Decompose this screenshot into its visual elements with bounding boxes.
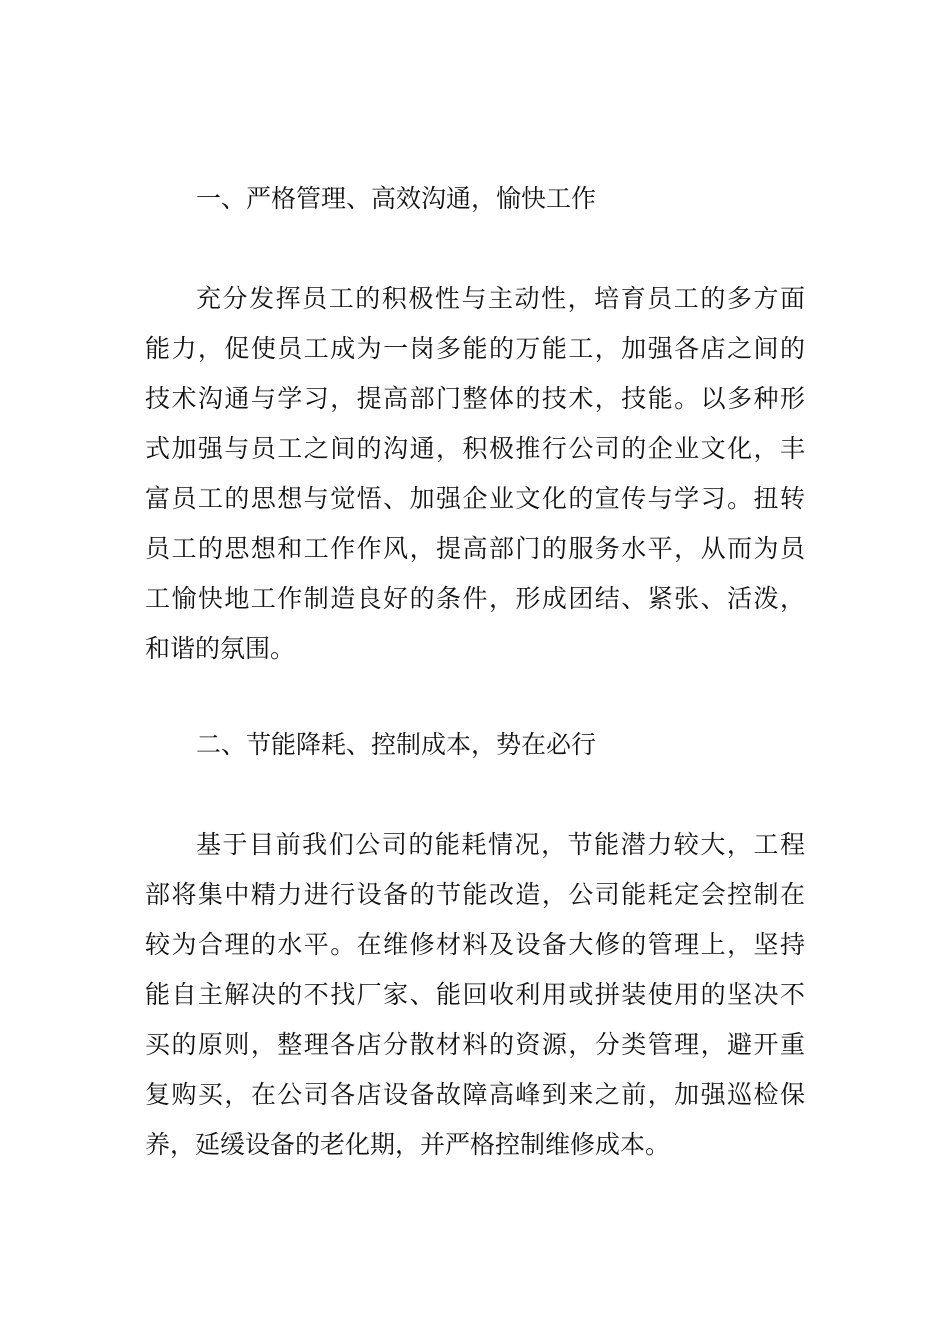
paragraph-line: 和谐的氛围。 (145, 634, 296, 663)
paragraph-line: 员工的思想和工作作风，提高部门的服务水平，从而为员 (145, 534, 805, 563)
paragraph-line: 工愉快地工作制造良好的条件，形成团结、紧张、活泼， (145, 584, 805, 613)
paragraph-line: 养，延缓设备的老化期，并严格控制维修成本。 (145, 1130, 671, 1159)
paragraph-line: 充分发挥员工的积极性与主动性，培育员工的多方面 (196, 284, 805, 313)
section2-paragraph (145, 820, 805, 1170)
paragraph-line: 富员工的思想与觉悟、加强企业文化的宣传与学习。扭转 (145, 484, 805, 513)
section1-paragraph (145, 274, 805, 674)
paragraph-line: 复购买，在公司各店设备故障高峰到来之前，加强巡检保 (145, 1080, 805, 1109)
paragraph-line: 式加强与员工之间的沟通，积极推行公司的企业文化，丰 (145, 434, 805, 463)
section1-heading: 一、严格管理、高效沟通，愉快工作 (196, 184, 597, 213)
section2-heading: 二、节能降耗、控制成本，势在必行 (196, 730, 597, 759)
paragraph-line: 部将集中精力进行设备的节能改造，公司能耗定会控制在 (145, 880, 805, 909)
paragraph-line: 能力，促使员工成为一岗多能的万能工，加强各店之间的 (145, 334, 805, 363)
paragraph-line: 技术沟通与学习，提高部门整体的技术，技能。以多种形 (145, 384, 805, 413)
paragraph-line: 较为合理的水平。在维修材料及设备大修的管理上，坚持 (145, 930, 805, 959)
paragraph-line: 买的原则，整理各店分散材料的资源，分类管理，避开重 (145, 1030, 805, 1059)
paragraph-line: 能自主解决的不找厂家、能回收利用或拼装使用的坚决不 (145, 980, 805, 1009)
paragraph-line: 基于目前我们公司的能耗情况，节能潜力较大，工程 (196, 830, 805, 859)
